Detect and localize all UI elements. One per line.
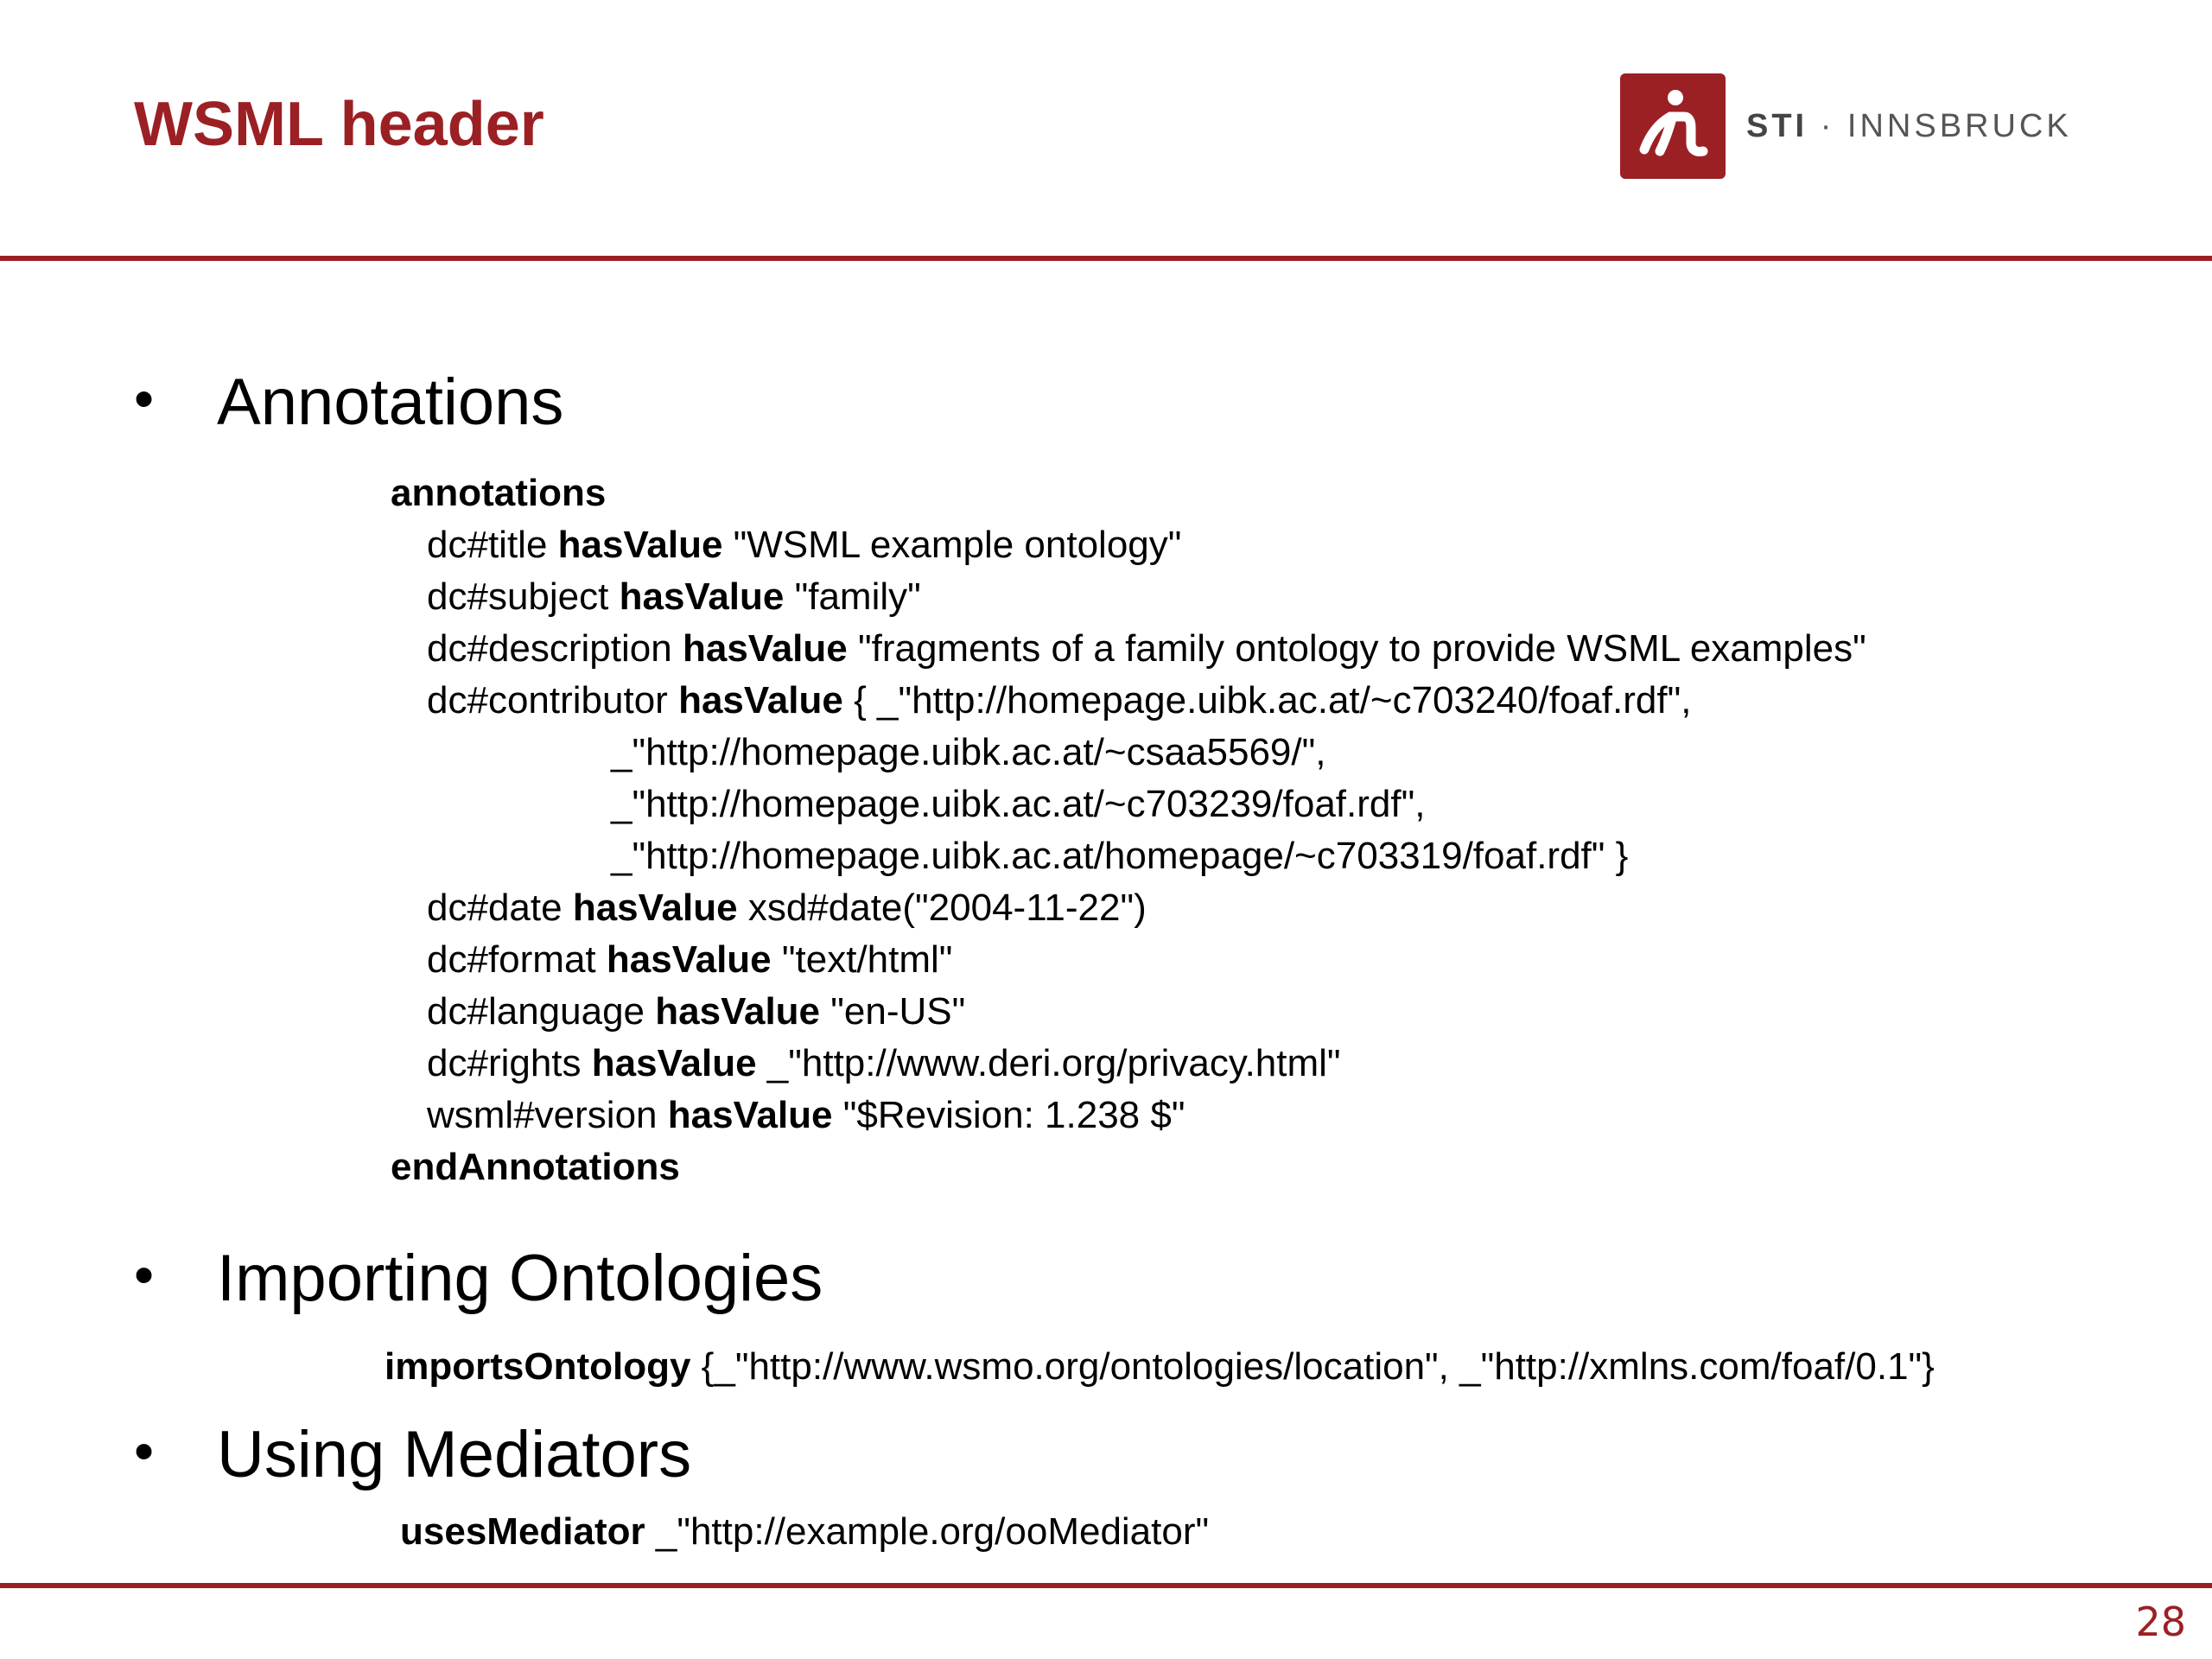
bullet-annotations: [134, 365, 564, 439]
annotation-value: "family": [784, 575, 921, 618]
annotation-property: dc#format: [427, 938, 596, 981]
sti-logo-mark-icon: [1620, 73, 1726, 179]
annotations-close-keyword: endAnnotations: [391, 1146, 680, 1188]
annotation-property: dc#date: [427, 887, 563, 929]
annotation-value: "fragments of a family ontology to provide WSML examples": [847, 627, 1866, 670]
annotation-line: [391, 1038, 1866, 1090]
annotation-continuation: _"http://homepage.uibk.ac.at/~c703239/foaf.rdf",: [611, 783, 1426, 825]
annotation-continuation: _"http://homepage.uibk.ac.at/~csaa5569/",: [611, 731, 1326, 773]
annotation-line: [391, 727, 1866, 779]
annotation-property: dc#title: [427, 524, 548, 566]
annotation-value: "text/html": [771, 938, 953, 981]
annotation-value: xsd#date("2004-11-22"): [737, 887, 1147, 929]
bullet-using-mediators: [134, 1418, 692, 1491]
logo-brand: STI: [1746, 107, 1808, 144]
bullet-heading-imports: Importing Ontologies: [217, 1242, 823, 1315]
logo-location: INNSBRUCK: [1847, 107, 2072, 144]
annotation-property: dc#subject: [427, 575, 609, 618]
annotation-keyword: hasValue: [572, 887, 738, 929]
mediators-code-line: [400, 1506, 1209, 1558]
bullet-importing-ontologies: [134, 1242, 823, 1315]
annotation-property: dc#description: [427, 627, 672, 670]
annotation-value: "WSML example ontology": [722, 524, 1182, 566]
annotation-line: [391, 986, 1866, 1038]
annotation-line: [391, 1090, 1866, 1141]
logo-separator: ·: [1820, 107, 1835, 144]
footer-divider: [0, 1583, 2212, 1588]
annotation-keyword: hasValue: [557, 524, 723, 566]
annotation-keyword: hasValue: [655, 990, 821, 1033]
annotation-property: dc#contributor: [427, 679, 668, 721]
sti-innsbruck-logo: [1620, 73, 2072, 179]
annotations-code-block: [391, 467, 1866, 1193]
annotation-keyword: hasValue: [678, 679, 843, 721]
annotation-line: [391, 519, 1866, 571]
annotation-property: dc#rights: [427, 1042, 582, 1084]
annotation-keyword: hasValue: [591, 1042, 757, 1084]
annotation-line: [391, 675, 1866, 727]
mediators-value: _"http://example.org/ooMediator": [645, 1510, 1210, 1553]
bullet-marker: •: [134, 366, 155, 430]
annotation-value: _"http://www.deri.org/privacy.html": [756, 1042, 1341, 1084]
bullet-marker: •: [134, 1243, 155, 1306]
annotation-continuation: _"http://homepage.uibk.ac.at/homepage/~c703319/foaf.rdf" }: [611, 835, 1629, 877]
annotations-open-keyword: annotations: [391, 472, 607, 514]
annotation-value: { _"http://homepage.uibk.ac.at/~c703240/foaf.rdf",: [842, 679, 1692, 721]
page-number: 28: [2135, 1599, 2186, 1645]
bullet-heading-annotations: Annotations: [217, 365, 564, 439]
slide-title: WSML header: [134, 90, 544, 159]
annotation-line: [391, 934, 1866, 986]
annotation-property: wsml#version: [427, 1094, 658, 1136]
mediators-keyword: usesMediator: [400, 1510, 645, 1553]
annotation-keyword: hasValue: [682, 627, 848, 670]
annotation-keyword: hasValue: [619, 575, 785, 618]
annotation-line: [391, 830, 1866, 882]
bullet-heading-mediators: Using Mediators: [217, 1418, 692, 1491]
imports-code-line: [385, 1341, 1935, 1393]
logo-wordmark: [1746, 108, 2072, 145]
annotation-keyword: hasValue: [667, 1094, 833, 1136]
annotation-line: [391, 571, 1866, 623]
header-divider: [0, 256, 2212, 261]
annotation-line: [391, 623, 1866, 675]
imports-value: {_"http://www.wsmo.org/ontologies/location", _"http://xmlns.com/foaf/0.1"}: [690, 1345, 1935, 1388]
annotation-property: dc#language: [427, 990, 645, 1033]
annotation-line: [391, 882, 1866, 934]
annotation-keyword: hasValue: [606, 938, 772, 981]
annotation-value: "en-US": [820, 990, 966, 1033]
annotation-value: "$Revision: 1.238 $": [832, 1094, 1185, 1136]
bullet-marker: •: [134, 1419, 155, 1483]
annotation-lines: [391, 519, 1866, 1141]
imports-keyword: importsOntology: [385, 1345, 691, 1388]
annotation-line: [391, 779, 1866, 830]
